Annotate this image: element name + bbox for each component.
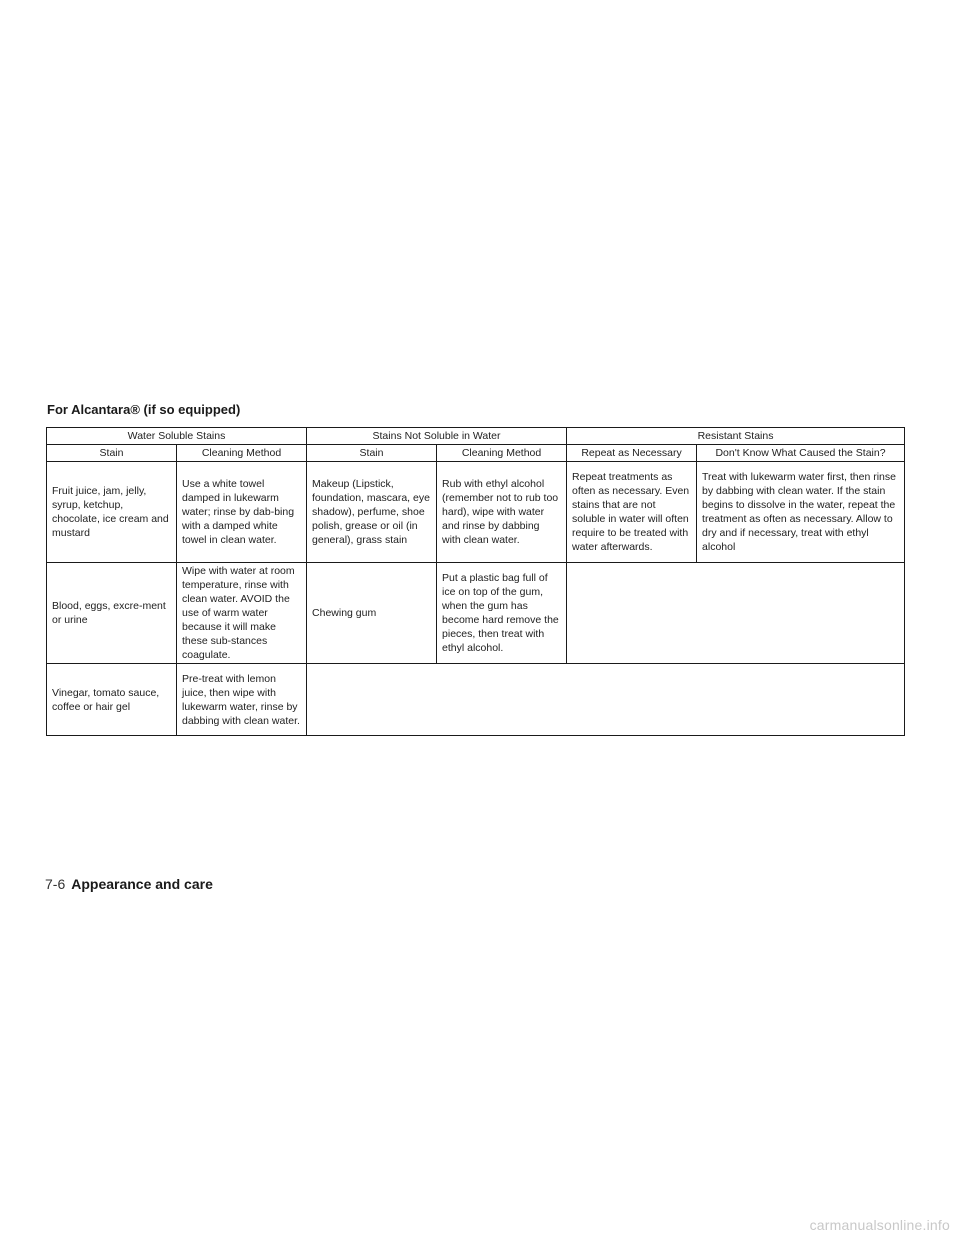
table-cell: Treat with lukewarm water first, then rinse by dabbing with clean water. If the stain begins to dissolve in the water, repeat the treatment as often as necessary. Allow to dry and if necessary, treat with ethyl alcohol: [697, 462, 905, 563]
table-cell: Vinegar, tomato sauce, coffee or hair gel: [47, 664, 177, 736]
column-header: Cleaning Method: [177, 445, 307, 462]
table-cell: Fruit juice, jam, jelly, syrup, ketchup, chocolate, ice cream and mustard: [47, 462, 177, 563]
group-header-not-soluble: Stains Not Soluble in Water: [307, 428, 567, 445]
table-cell: Wipe with water at room temperature, rinse with clean water. AVOID the use of warm water because it will make these sub-stances coagulate.: [177, 563, 307, 664]
column-header-row: [47, 445, 905, 462]
footer-section-name: Appearance and care: [71, 876, 213, 892]
table-cell: Pre-treat with lemon juice, then wipe with lukewarm water, rinse by dabbing with clean water.: [177, 664, 307, 736]
group-header-water-soluble: Water Soluble Stains: [47, 428, 307, 445]
section-title: For Alcantara® (if so equipped): [47, 402, 241, 417]
table-row: [47, 664, 905, 736]
column-header: Stain: [47, 445, 177, 462]
column-header: Stain: [307, 445, 437, 462]
empty-cell: [567, 563, 905, 664]
table-cell: Rub with ethyl alcohol (remember not to rub too hard), wipe with water and rinse by dabbing with clean water.: [437, 462, 567, 563]
column-header: Don't Know What Caused the Stain?: [697, 445, 905, 462]
group-header-row: [47, 428, 905, 445]
table-cell: Chewing gum: [307, 563, 437, 664]
stain-cleaning-table: [46, 427, 905, 736]
group-header-resistant: Resistant Stains: [567, 428, 905, 445]
table-cell: Makeup (Lipstick, foundation, mascara, eye shadow), perfume, shoe polish, grease or oil (in general), grass stain: [307, 462, 437, 563]
table-row: [47, 462, 905, 563]
watermark: carmanualsonline.info: [809, 1217, 950, 1233]
table-row: [47, 563, 905, 664]
column-header: Cleaning Method: [437, 445, 567, 462]
table-cell: Repeat treatments as often as necessary. Even stains that are not soluble in water will often require to be treated with water afterwards.: [567, 462, 697, 563]
table-cell: Use a white towel damped in lukewarm water; rinse by dab-bing with a damped white towel in clean water.: [177, 462, 307, 563]
table-cell: Put a plastic bag full of ice on top of the gum, when the gum has become hard remove the pieces, then treat with ethyl alcohol.: [437, 563, 567, 664]
table-cell: Blood, eggs, excre-ment or urine: [47, 563, 177, 664]
column-header: Repeat as Necessary: [567, 445, 697, 462]
empty-cell: [307, 664, 905, 736]
page-footer: [45, 876, 213, 892]
page-number: 7-6: [45, 876, 66, 892]
